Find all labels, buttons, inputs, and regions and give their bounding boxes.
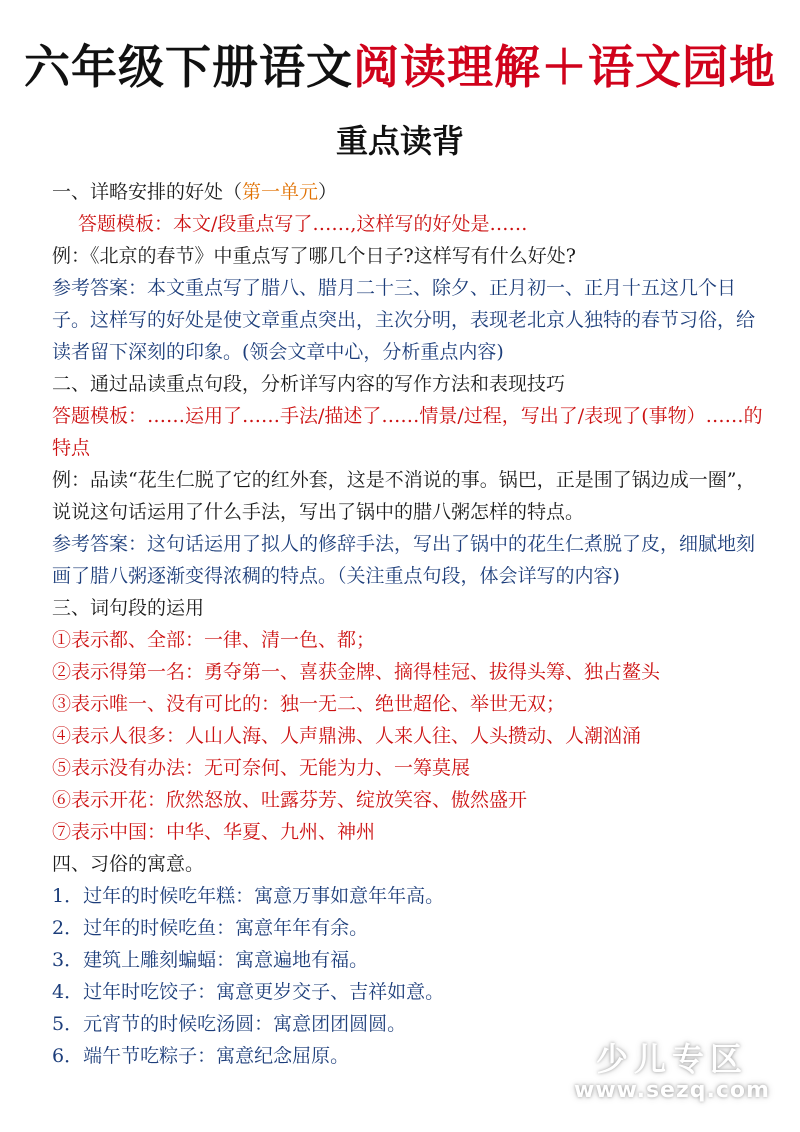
section1-answer: 参考答案：本文重点写了腊八、腊月二十三、除夕、正月初一、正月十五这几个日子。这样写的好处是使文章重点突出，主次分明，表现老北京人独特的春节习俗，给读者留下深刻的印象。(领会文章中心，分析重点内容) [52,277,756,363]
section4-heading: 四、习俗的寓意。 [52,853,205,875]
title-part-black: 六年级下册语文 [24,40,353,94]
section3-item: ⑥表示开花：欣然怒放、吐露芬芳、绽放笑容、傲然盛开 [52,789,528,811]
section4-item: 5．元宵节的时候吃汤圆：寓意团团圆圆。 [52,1013,407,1035]
section1-unit-label: 第一单元 [242,181,319,203]
section3-item: ⑤表示没有办法：无可奈何、无能为力、一筹莫展 [52,757,471,779]
section3-item: ③表示唯一、没有可比的：独一无二、绝世超伦、举世无双； [52,693,566,715]
section3-heading: 三、词句段的运用 [52,597,205,619]
watermark-name: 少儿专区 [595,1040,748,1078]
section3-item: ⑦表示中国：中华、华夏、九州、神州 [52,821,376,843]
title-part-red: 阅读理解＋语文园地 [353,40,776,94]
section4-item: 1．过年的时候吃年糕：寓意万事如意年年高。 [52,885,445,907]
section1-template: 答题模板：本文/段重点写了……,这样写的好处是…… [78,213,528,235]
section4-item: 3．建筑上雕刻蝙蝠：寓意遍地有福。 [52,949,369,971]
section1-heading-text: 一、详略安排的好处（ [52,181,243,203]
section4-item: 2．过年的时候吃鱼：寓意年年有余。 [52,917,369,939]
section2-answer: 参考答案：这句话运用了拟人的修辞手法，写出了锅中的花生仁煮脱了皮，细腻地刻画了腊八粥逐渐变得浓稠的特点。（关注重点句段，体会详写的内容) [52,533,756,587]
section4-item: 6．端午节吃粽子：寓意纪念屈原。 [52,1045,350,1067]
section1-heading [52,176,768,208]
page-subtitle: 重点读背 [335,122,464,160]
section2-heading: 二、通过品读重点句段，分析详写内容的写作方法和表现技巧 [52,373,566,395]
section3-item: ②表示得第一名：勇夺第一、喜获金牌、摘得桂冠、拔得头筹、独占鳌头 [52,661,661,683]
section3-item: ①表示都、全部：一律、清一色、都； [52,629,376,651]
section3-item: ④表示人很多：人山人海、人声鼎沸、人来人往、人头攒动、人潮汹涌 [52,725,642,747]
page-title [0,40,800,95]
section2-template: 答题模板：……运用了……手法/描述了……情景/过程，写出了/表现了(事物）……的特点 [52,405,763,459]
watermark-url: www.sezq.com [574,1078,770,1103]
section1-heading-close: ） [318,181,338,203]
section2-example: 例：品读“花生仁脱了它的红外套，这是不消说的事。锅巴，正是围了锅边成一圈”，说说这句话运用了什么手法，写出了锅中的腊八粥怎样的特点。 [52,469,756,523]
document-body [52,176,768,1072]
section1-example: 例：《北京的春节》中重点写了哪几个日子?这样写有什么好处? [52,245,576,267]
section4-item: 4．过年时吃饺子：寓意更岁交子、吉祥如意。 [52,981,445,1003]
